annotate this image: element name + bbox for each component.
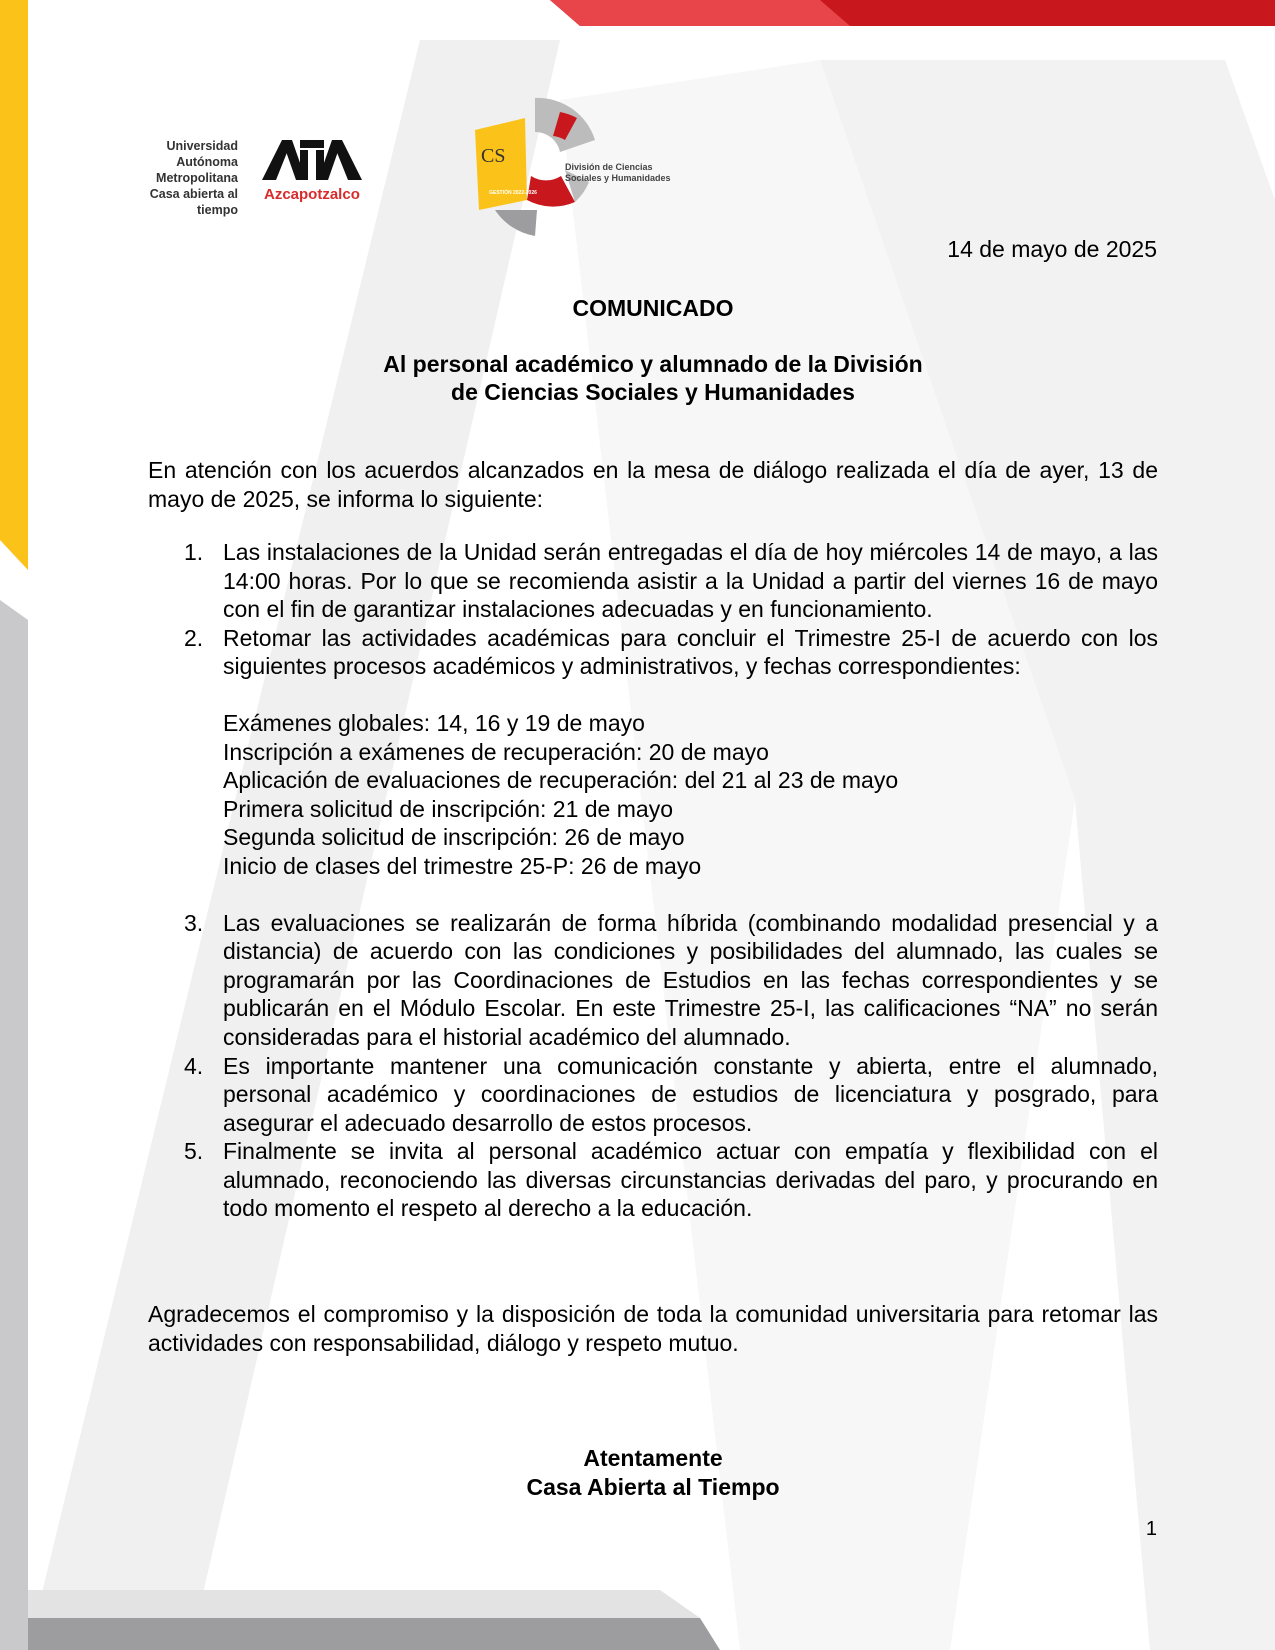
- page-number: 1: [1145, 1518, 1157, 1540]
- list-item: [148, 1137, 1158, 1223]
- item-number: 1.: [184, 539, 204, 565]
- item-text: Las instalaciones de la Unidad serán entregadas el día de hoy miércoles 14 de mayo, a las 14:00 horas. Por lo que se recomienda asistir a la Unidad a partir del viernes 16 de mayo con el fin de garantizar instalaciones adecuadas y en funcionamiento.: [223, 539, 1158, 623]
- document-date: 14 de mayo de 2025: [947, 236, 1157, 262]
- csh-title-line1: División de Ciencias: [565, 162, 653, 172]
- schedule-item: Primera solicitud de inscripción: 21 de mayo: [223, 795, 673, 822]
- agreements-list: [148, 538, 1158, 1223]
- schedule-item: Inscripción a exámenes de recuperación: 20 de mayo: [223, 738, 769, 765]
- item-number: 3.: [184, 909, 204, 936]
- schedule-item: Segunda solicitud de inscripción: 26 de mayo: [223, 824, 685, 851]
- list-item: [148, 909, 1158, 1052]
- csh-title: [565, 162, 671, 184]
- schedule-item: Inicio de clases del trimestre 25-P: 26 de mayo: [223, 852, 702, 879]
- uam-name-line3: Metropolitana: [156, 171, 238, 185]
- uam-name: [156, 138, 238, 186]
- list-item: [148, 538, 1158, 624]
- csh-title-line2: Sociales y Humanidades: [565, 173, 671, 183]
- closing-paragraph: Agradecemos el compromiso y la disposición de toda la comunidad universitaria para retomar las actividades con responsabilidad, diálogo y respeto mutuo.: [148, 1301, 1158, 1356]
- csh-logo: [465, 90, 695, 250]
- document-title: COMUNICADO: [572, 295, 734, 321]
- item-number: 5.: [184, 1138, 204, 1165]
- item-text: Es importante mantener una comunicación constante y abierta, entre el alumnado, personal académico y coordinaciones de estudios de licenciatura y posgrado, para asegurar el adecuado desarrollo de estos procesos.: [223, 1052, 1158, 1136]
- addressee: [148, 350, 1158, 406]
- item-text: Finalmente se invita al personal académico actuar con empatía y flexibilidad con el alumnado, reconociendo las diversas circunstancias derivadas del paro, y procurando en todo momento el respeto al derecho a la educación.: [223, 1138, 1158, 1222]
- item-number: 2.: [184, 624, 204, 651]
- uam-logo: [108, 130, 378, 217]
- signature-line1: Atentamente: [583, 1445, 723, 1471]
- uam-tagline: Casa abierta al tiempo: [149, 187, 238, 217]
- schedule-item: Exámenes globales: 14, 16 y 19 de mayo: [223, 709, 645, 736]
- schedule-list: [223, 709, 1158, 881]
- list-item: [148, 1052, 1158, 1138]
- item-text: Retomar las actividades académicas para concluir el Trimestre 25-I de acuerdo con los siguientes procesos académicos y administrativos, y fechas correspondientes:: [223, 624, 1158, 680]
- uam-campus: Azcapotzalco: [264, 186, 360, 203]
- csh-period: GESTIÓN 2022-2026: [489, 190, 537, 196]
- signature-block: [148, 1444, 1158, 1502]
- addressee-line1: Al personal académico y alumnado de la División: [383, 351, 923, 377]
- uam-name-line2: Autónoma: [176, 155, 238, 169]
- uam-name-line1: Universidad: [166, 139, 238, 153]
- uam-symbol-icon: [262, 136, 362, 184]
- addressee-line2: de Ciencias Sociales y Humanidades: [451, 379, 855, 405]
- schedule-item: Aplicación de evaluaciones de recuperación: del 21 al 23 de mayo: [223, 767, 899, 794]
- signature-line2: Casa Abierta al Tiempo: [526, 1474, 780, 1500]
- intro-paragraph: En atención con los acuerdos alcanzados en la mesa de diálogo realizada el día de ayer, 13 de mayo de 2025, se informa lo siguiente:: [148, 457, 1158, 512]
- item-number: 4.: [184, 1052, 204, 1079]
- svg-text:CS: CS: [481, 145, 506, 167]
- list-item: [148, 624, 1158, 881]
- item-text: Las evaluaciones se realizarán de forma híbrida (combinando modalidad presencial y a distancia) de acuerdo con las condiciones y posibilidades del alumnado, las cuales se programarán por las Coordinaciones de Estudios en las fechas correspondientes y se publicarán en el Módulo Escolar. En este Trimestre 25-I, las calificaciones “NA” no serán consideradas para el historial académico del alumnado.: [223, 909, 1158, 1050]
